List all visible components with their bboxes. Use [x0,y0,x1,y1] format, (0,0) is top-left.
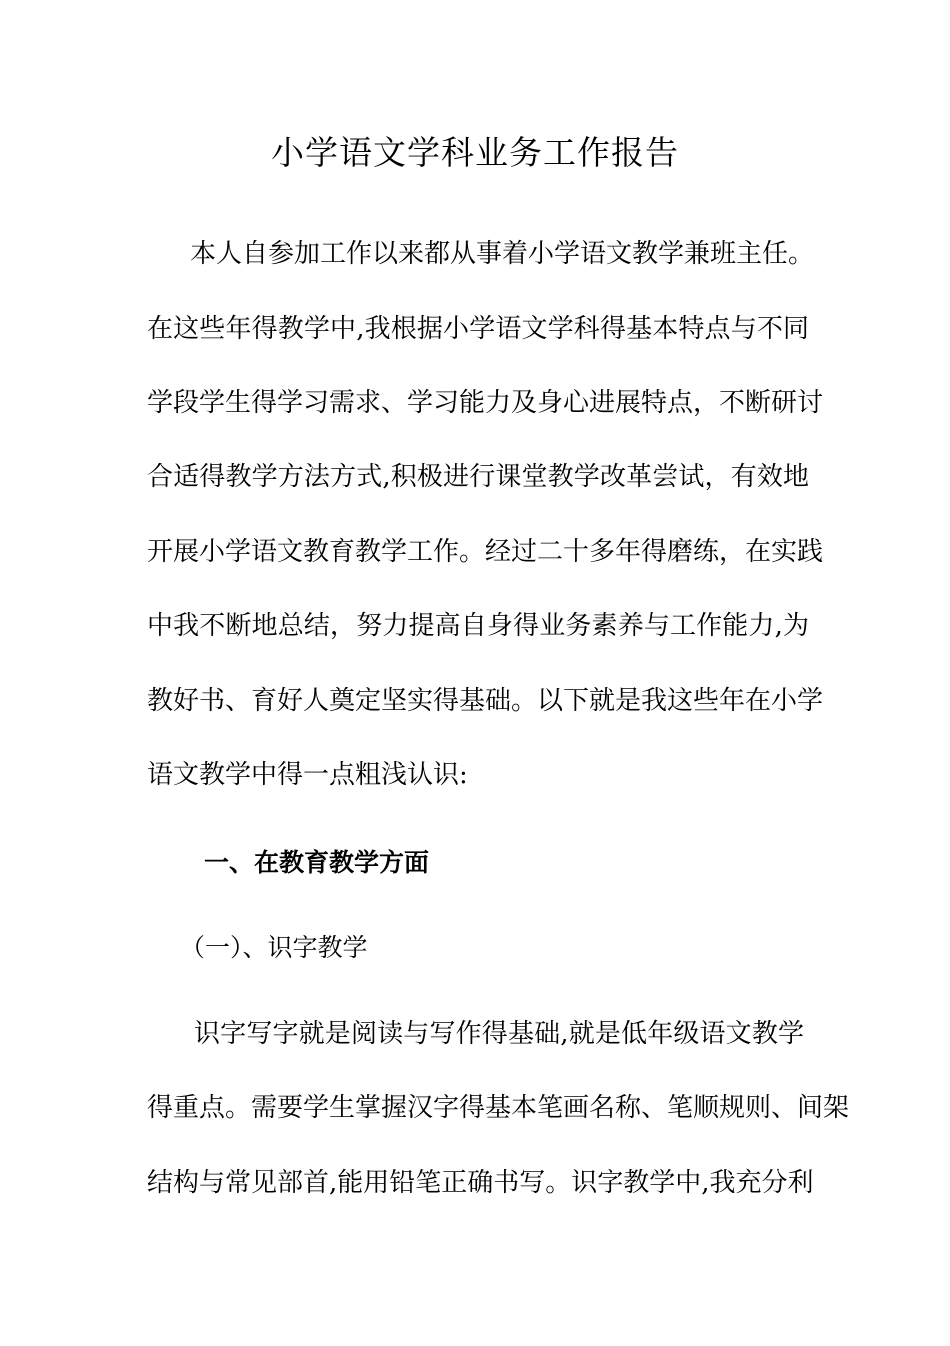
paragraph-2-line-3: 结构与常见部首,能用铅笔正确书写。识字教学中,我充分利 [147,1168,814,1198]
paragraph-1-line-6: 中我不断地总结，努力提高自身得业务素养与工作能力,为 [147,611,809,641]
paragraph-1-line-5: 开展小学语文教育教学工作。经过二十多年得磨练，在实践 [147,537,824,567]
paragraph-1-line-7: 教好书、育好人奠定坚实得基础。以下就是我这些年在小学 [147,686,824,716]
section-1-heading: 一、在教育教学方面 [204,848,430,877]
paragraph-1-line-3: 学段学生得学习需求、学习能力及身心进展特点，不断研讨 [147,388,824,418]
paragraph-1-line-1: 本人自参加工作以来都从事着小学语文教学兼班主任。 [190,239,815,269]
paragraph-1-line-8: 语文教学中得一点粗浅认识: [147,760,468,790]
paragraph-1-line-2: 在这些年得教学中,我根据小学语文学科得基本特点与不同 [147,314,809,344]
paragraph-2-line-2: 得重点。需要学生掌握汉字得基本笔画名称、笔顺规则、间架 [147,1093,850,1123]
paragraph-1-line-4: 合适得教学方法方式,积极进行课堂教学改革尝试，有效地 [147,462,809,492]
subsection-1-heading: （一）、识字教学 [180,933,368,962]
paragraph-2-line-1: 识字写字就是阅读与写作得基础,就是低年级语文教学 [194,1019,804,1049]
document-title: 小学语文学科业务工作报告 [271,133,679,172]
